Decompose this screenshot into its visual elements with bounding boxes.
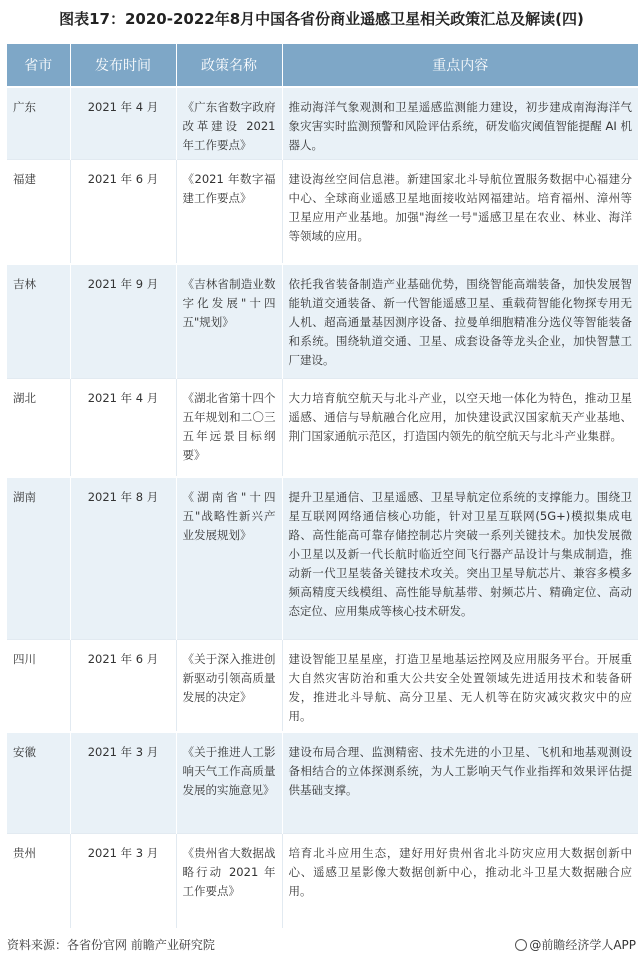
table-header-row xyxy=(7,44,638,87)
cell-policy: 《贵州省大数据战略行动 2021 年工作要点》 xyxy=(176,834,282,928)
cell-province: 四川 xyxy=(7,640,70,732)
cell-policy: 《关于深入推进创新驱动引领高质量发展的决定》 xyxy=(176,640,282,732)
cell-date: 2021 年 4 月 xyxy=(70,379,176,477)
cell-date: 2021 年 8 月 xyxy=(70,477,176,640)
brand-label: @前瞻经济学人APP xyxy=(529,938,636,952)
brand-logo-icon xyxy=(515,939,527,951)
header-content: 重点内容 xyxy=(282,44,638,87)
cell-date: 2021 年 3 月 xyxy=(70,732,176,834)
table-row xyxy=(7,87,638,160)
cell-province: 贵州 xyxy=(7,834,70,928)
policy-table xyxy=(7,44,638,928)
table-row xyxy=(7,640,638,732)
table-row xyxy=(7,264,638,379)
header-policy: 政策名称 xyxy=(176,44,282,87)
cell-date: 2021 年 6 月 xyxy=(70,640,176,732)
cell-policy: 《2021 年数字福建工作要点》 xyxy=(176,160,282,264)
cell-policy: 《关于推进人工影响天气工作高质量发展的实施意见》 xyxy=(176,732,282,834)
cell-policy: 《湖北省第十四个五年规划和二〇三五年远景目标纲要》 xyxy=(176,379,282,477)
cell-province: 福建 xyxy=(7,160,70,264)
cell-content: 建设海丝空间信息港。新建国家北斗导航位置服务数据中心福建分中心、全球商业遥感卫星地面接收站网福建站。培育福州、漳州等卫星应用产业基地。加强"海丝一号"遥感卫星在农业、林业、海洋等领域的应用。 xyxy=(282,160,638,264)
header-province: 省市 xyxy=(7,44,70,87)
cell-policy: 《湖南省"十四五"战略性新兴产业发展规划》 xyxy=(176,477,282,640)
cell-content: 依托我省装备制造产业基础优势，围绕智能高端装备，加快发展智能轨道交通装备、新一代智能遥感卫星、重载荷智能化物探专用无人机、超高通量基因测序设备、拉曼单细胞精准分选仪等智能装备和系统。围绕轨道交通、卫星、成套设备等龙头企业，加快智慧工厂建设。 xyxy=(282,264,638,379)
cell-province: 吉林 xyxy=(7,264,70,379)
cell-date: 2021 年 4 月 xyxy=(70,87,176,160)
cell-province: 湖南 xyxy=(7,477,70,640)
cell-content: 建设布局合理、监测精密、技术先进的小卫星、飞机和地基观测设备相结合的立体探测系统，为人工影响天气作业指挥和效果评估提供基础支撑。 xyxy=(282,732,638,834)
cell-province: 广东 xyxy=(7,87,70,160)
table-row xyxy=(7,160,638,264)
cell-content: 提升卫星通信、卫星遥感、卫星导航定位系统的支撑能力。围绕卫星互联网网络通信核心功能，针对卫星互联网(5G+)模拟集成电路、高性能高可靠存储控制芯片突破一系列关键技术。加快发展微小卫星以及新一代长航时临近空间飞行器产品设计与集成制造，推动新一代卫星装备关键技术攻关。突出卫星导航芯片、兼容多模多频高精度天线模组、高性能导航基带、射频芯片、精确定位、高动态定位、应用集成等核心技术研发。 xyxy=(282,477,638,640)
cell-province: 安徽 xyxy=(7,732,70,834)
header-date: 发布时间 xyxy=(70,44,176,87)
cell-date: 2021 年 9 月 xyxy=(70,264,176,379)
brand-attribution xyxy=(515,936,636,953)
page-title: 图表17：2020-2022年8月中国各省份商业遥感卫星相关政策汇总及解读(四) xyxy=(59,10,584,28)
cell-content: 大力培育航空航天与北斗产业，以空天地一体化为特色，推动卫星遥感、通信与导航融合化应用，加快建设武汉国家航天产业基地、荆门国家通航示范区，打造国内领先的航空航天与北斗产业集群。 xyxy=(282,379,638,477)
table-row xyxy=(7,477,638,640)
table-row xyxy=(7,379,638,477)
footer xyxy=(7,936,636,956)
cell-policy: 《广东省数字政府改革建设 2021 年工作要点》 xyxy=(176,87,282,160)
table-row xyxy=(7,732,638,834)
cell-content: 推动海洋气象观测和卫星遥感监测能力建设，初步建成南海海洋气象灾害实时监测预警和风险评估系统，研发临灾阈值智能提醒 AI 机器人。 xyxy=(282,87,638,160)
cell-date: 2021 年 3 月 xyxy=(70,834,176,928)
cell-province: 湖北 xyxy=(7,379,70,477)
cell-date: 2021 年 6 月 xyxy=(70,160,176,264)
source-note: 资料来源：各省份官网 前瞻产业研究院 xyxy=(7,938,215,952)
cell-content: 建设智能卫星星座，打造卫星地基运控网及应用服务平台。开展重大自然灾害防治和重大公共安全处置领域先进适用技术和装备研发，推进北斗导航、高分卫星、无人机等在防灾减灾救灾中的应用。 xyxy=(282,640,638,732)
cell-content: 培育北斗应用生态，建好用好贵州省北斗防灾应用大数据创新中心、遥感卫星影像大数据创新中心，推动北斗卫星大数据融合应用。 xyxy=(282,834,638,928)
cell-policy: 《吉林省制造业数字化发展"十四五"规划》 xyxy=(176,264,282,379)
table-row xyxy=(7,834,638,928)
